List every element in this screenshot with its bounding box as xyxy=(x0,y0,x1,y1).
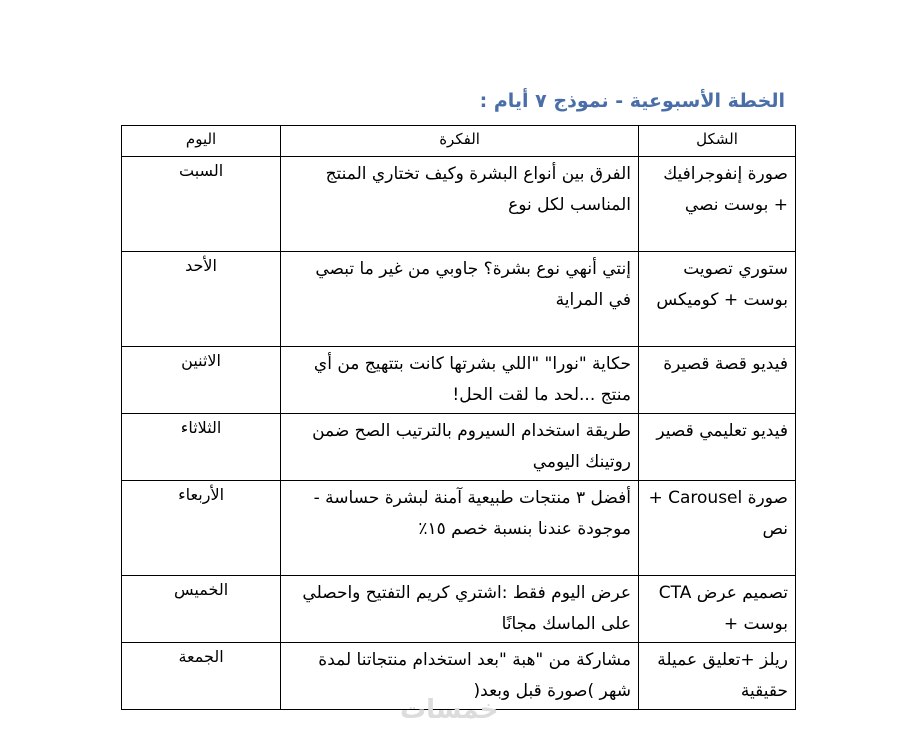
cell-idea: حكاية "نورا" "اللي بشرتها كانت بتتهيج من أي منتج ...لحد ما لقت الحل! xyxy=(281,347,639,414)
cell-idea: مشاركة من "هبة "بعد استخدام منتجاتنا لمدة شهر )صورة قبل وبعد( xyxy=(281,643,639,710)
cell-shape: ريلز +تعليق عميلة حقيقية xyxy=(638,643,795,710)
page-title: الخطة الأسبوعية - نموذج ٧ أيام : xyxy=(479,90,785,112)
cell-idea: إنتي أنهي نوع بشرة؟ جاوبي من غير ما تبصي في المراية xyxy=(281,252,639,347)
cell-shape: صورة إنفوجرافيك + بوست نصي xyxy=(638,157,795,252)
cell-day: الجمعة xyxy=(122,643,281,710)
cell-day: الأحد xyxy=(122,252,281,347)
cell-day: الاثنين xyxy=(122,347,281,414)
watermark-logo: خمسات xyxy=(400,695,499,725)
table-header-row xyxy=(122,126,796,157)
table-row xyxy=(122,157,796,252)
weekly-plan-table xyxy=(121,125,796,710)
cell-idea: الفرق بين أنواع البشرة وكيف تختاري المنتج المناسب لكل نوع xyxy=(281,157,639,252)
cell-idea: طريقة استخدام السيروم بالترتيب الصح ضمن روتينك اليومي xyxy=(281,414,639,481)
table-row xyxy=(122,481,796,576)
cell-shape: صورة Carousel + نص xyxy=(638,481,795,576)
table-row xyxy=(122,252,796,347)
cell-idea: عرض اليوم فقط :اشتري كريم التفتيح واحصلي على الماسك مجانًا xyxy=(281,576,639,643)
cell-shape: ستوري تصويت بوست + كوميكس xyxy=(638,252,795,347)
header-idea: الفكرة xyxy=(281,126,639,157)
cell-shape: فيديو تعليمي قصير xyxy=(638,414,795,481)
header-shape: الشكل xyxy=(638,126,795,157)
cell-day: الأربعاء xyxy=(122,481,281,576)
table-row xyxy=(122,347,796,414)
cell-shape: فيديو قصة قصيرة xyxy=(638,347,795,414)
cell-idea: أفضل ٣ منتجات طبيعية آمنة لبشرة حساسة - موجودة عندنا بنسبة خصم ١٥٪ xyxy=(281,481,639,576)
header-day: اليوم xyxy=(122,126,281,157)
cell-shape: تصميم عرض CTA بوست + xyxy=(638,576,795,643)
table-row xyxy=(122,576,796,643)
cell-day: الخميس xyxy=(122,576,281,643)
cell-day: السبت xyxy=(122,157,281,252)
cell-day: الثلاثاء xyxy=(122,414,281,481)
table-row xyxy=(122,414,796,481)
